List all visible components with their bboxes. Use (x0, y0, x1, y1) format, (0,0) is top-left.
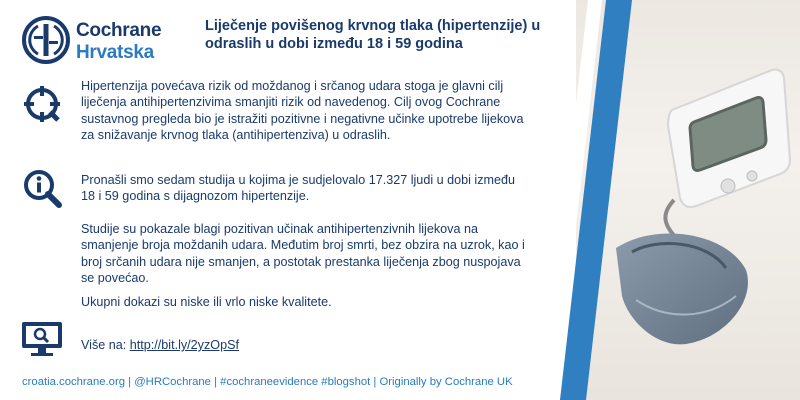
studies-paragraph: Pronašli smo sedam studija u kojima je sudjelovalo 17.327 ljudi u dobi između 18 i 59 godina s dijagnozom hipertenzije. (81, 173, 516, 204)
monitor-search-icon (20, 320, 64, 358)
blood-pressure-monitor-illustration (576, 0, 800, 400)
info-magnifier-icon (22, 168, 62, 208)
more-info (81, 338, 239, 352)
results-paragraph: Studije su pokazale blagi pozitivan učinak antihipertenzivnih lijekova na smanjenje broja moždanih udara. Međutim broj smrti, bez obzira na uzrok, kao i broj srčanih udara nije smanjen, a postotak prestanka liječenja zbog nuspojava se povećao. (81, 222, 525, 285)
logo-word-hrvatska: Hrvatska (76, 42, 154, 63)
blood-pressure-monitor-photo (576, 0, 800, 400)
more-label: Više na: (81, 338, 127, 352)
target-icon (22, 84, 62, 124)
logo-word-cochrane: Cochrane (76, 20, 162, 41)
cochrane-logo-icon (22, 16, 70, 64)
aim-paragraph: Hipertenzija povećava rizik od moždanog i srčanog udara stoga je glavni cilj liječenja antihipertenzivima smanjiti rizik od navedenog. Cilj ovog Cochrane sustavnog pregleda bio je istražiti pozitivne i negativne učinke upotrebe lijekova za snižavanje krvnog tlaka (antihipertenziva) u odraslih. (81, 79, 524, 142)
cochrane-logo (22, 14, 172, 66)
page-title: Liječenje povišenog krvnog tlaka (hipertenzije) u odraslih u dobi između 18 i 59 godina (205, 18, 541, 52)
footer-text: croatia.cochrane.org | @HRCochrane | #cochraneevidence #blogshot | Originally by Cochrane UK (22, 376, 513, 388)
more-link[interactable]: http://bit.ly/2yzOpSf (129, 338, 239, 352)
evidence-paragraph: Ukupni dokazi su niske ili vrlo niske kvalitete. (81, 295, 332, 309)
